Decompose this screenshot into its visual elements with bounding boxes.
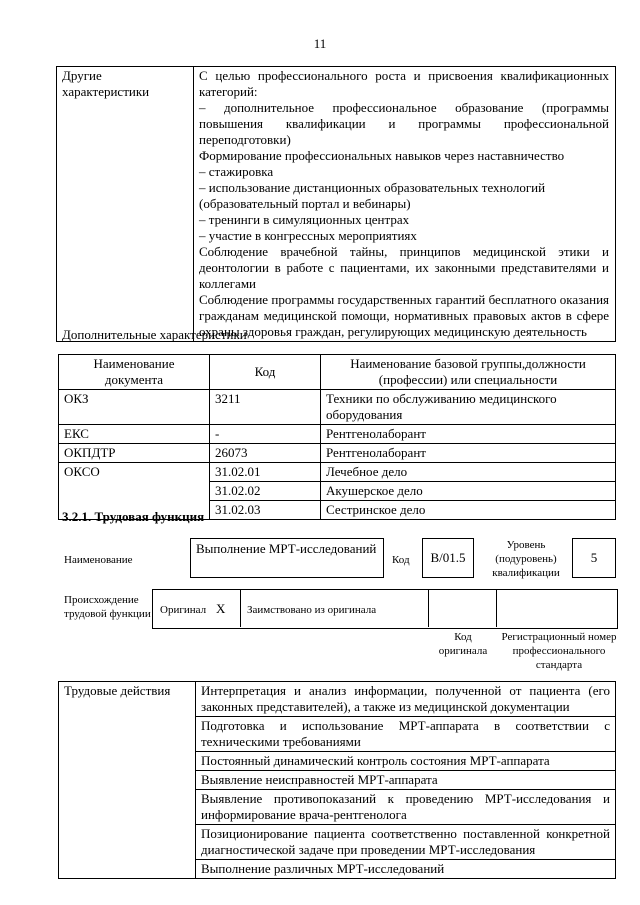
function-name-value: Выполнение МРТ-исследований: [190, 538, 384, 578]
additional-heading: Дополнительные характеристики: [62, 327, 247, 342]
doc-cell: ОКСО: [59, 463, 210, 520]
code-cell: 31.02.02: [210, 482, 321, 501]
group-cell: Акушерское дело: [321, 482, 616, 501]
other-characteristics-table: [56, 66, 616, 342]
labor-actions-table: [58, 681, 616, 879]
oc-line: – дополнительное профессиональное образование (программы повышения квалификации и программы профессиональной переподготовки): [199, 100, 609, 147]
header-code: Код: [210, 355, 321, 390]
group-cell: Техники по обслуживанию медицинского оборудования: [321, 390, 616, 425]
divider: [428, 589, 429, 627]
labor-action-item: Интерпретация и анализ информации, полученной от пациента (его законных представителей), а также из медицинской документации: [196, 682, 616, 717]
header-document: Наименование документа: [59, 355, 210, 390]
labor-action-item: Постоянный динамический контроль состояния МРТ-аппарата: [196, 752, 616, 771]
labor-action-item: Подготовка и использование МРТ-аппарата в соответствии с техническими требованиями: [196, 717, 616, 752]
table-row: [59, 463, 616, 482]
code-cell: 31.02.03: [210, 501, 321, 520]
oc-line: – использование дистанционных образовательных технологий (образовательный портал и вебинары): [199, 180, 546, 211]
code-cell: 26073: [210, 444, 321, 463]
divider: [240, 589, 241, 627]
code-cell: 31.02.01: [210, 463, 321, 482]
borrowed-label: Заимствовано из оригинала: [247, 604, 377, 616]
name-label: Наименование: [64, 554, 133, 566]
group-cell: Лечебное дело: [321, 463, 616, 482]
origin-label: Происхождение трудовой функции: [64, 594, 151, 620]
level-label: Уровень (подуровень) квалификации: [492, 539, 560, 579]
function-code-value: B/01.5: [422, 538, 474, 578]
table-row: [59, 444, 616, 463]
origin-code-label: Код оригинала: [438, 631, 488, 657]
additional-table: [58, 354, 616, 520]
labor-action-item: Позиционирование пациента соответственно поставленной конкретной диагностической задаче при проведении МРТ-исследования: [196, 825, 616, 860]
oc-line: Формирование профессиональных навыков через наставничество: [199, 148, 565, 163]
header-group: Наименование базовой группы,должности (профессии) или специальности: [321, 355, 616, 390]
original-label: Оригинал: [160, 604, 207, 616]
reg-number-label: Регистрационный номер профессионального стандарта: [501, 631, 617, 671]
level-value: 5: [572, 538, 616, 578]
page-number: 11: [313, 36, 327, 51]
other-characteristics-content: [194, 67, 616, 342]
oc-line: С целью профессионального роста и присвоения квалификационных категорий:: [199, 68, 609, 99]
code-cell: -: [210, 425, 321, 444]
oc-line: – участие в конгрессных мероприятиях: [199, 228, 417, 243]
function-heading: 3.2.1. Трудовая функция: [62, 509, 205, 524]
doc-cell: ЕКС: [59, 425, 210, 444]
doc-cell: ОКПДТР: [59, 444, 210, 463]
code-cell: 3211: [210, 390, 321, 425]
oc-line: – тренинги в симуляционных центрах: [199, 212, 410, 227]
table-row: [59, 390, 616, 425]
oc-line: Соблюдение врачебной тайны, принципов медицинской этики и деонтологии в работе с пациентами, их законными представителями и коллегами: [199, 244, 609, 291]
other-characteristics-label: Другие характеристики: [57, 67, 194, 342]
group-cell: Рентгенолаборант: [321, 425, 616, 444]
code-label: Код: [392, 554, 410, 566]
labor-action-item: Выявление противопоказаний к проведению МРТ-исследования и информирование врача-рентгенолога: [196, 790, 616, 825]
oc-line: Соблюдение программы государственных гарантий бесплатного оказания гражданам медицинской помощи, нормативных правовых актов в сфере охраны здоровья граждан, регулирующих медицинскую деятельность: [199, 292, 609, 339]
oc-line: – стажировка: [199, 164, 274, 179]
group-cell: Сестринское дело: [321, 501, 616, 520]
divider: [496, 589, 497, 627]
doc-cell: ОКЗ: [59, 390, 210, 425]
group-cell: Рентгенолаборант: [321, 444, 616, 463]
original-mark: X: [216, 601, 226, 616]
labor-action-item: Выявление неисправностей МРТ-аппарата: [196, 771, 616, 790]
labor-action-item: Выполнение различных МРТ-исследований: [196, 860, 616, 879]
table-row: [59, 425, 616, 444]
labor-actions-label: Трудовые действия: [59, 682, 196, 879]
